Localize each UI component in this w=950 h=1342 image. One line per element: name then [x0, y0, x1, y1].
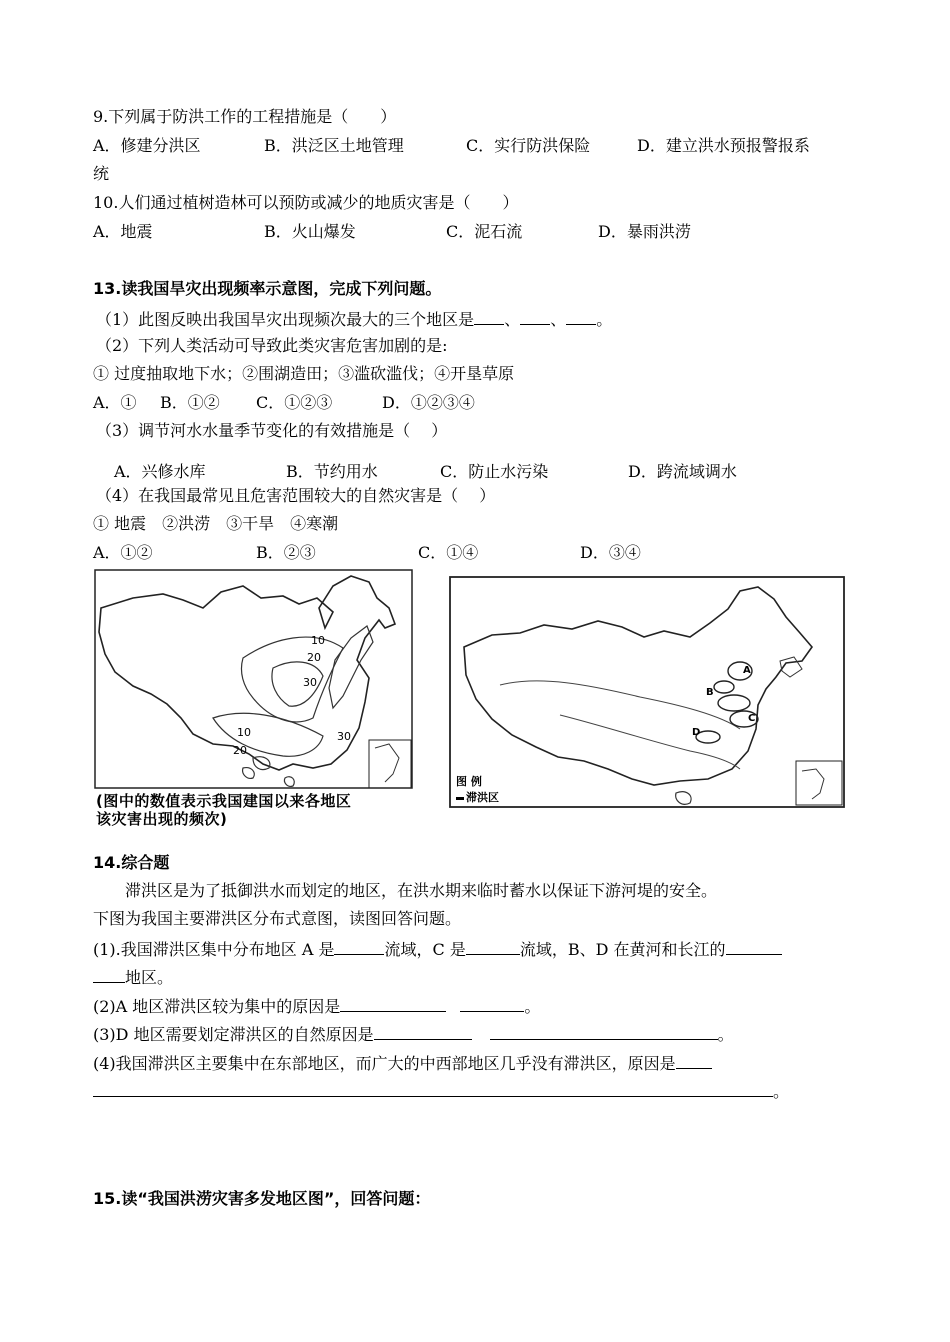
detention-legend-item: 滞洪区 [456, 789, 499, 805]
contour-label: 20 [233, 744, 247, 757]
q13-p4-option-d: D．③④ [580, 543, 641, 562]
q10-option-b: B．火山爆发 [264, 222, 356, 241]
q10-stem: 10.人们通过植树造林可以预防或减少的地质灾害是（ ） [93, 193, 519, 212]
q14-sub4-cont: 。 [93, 1080, 789, 1102]
q13-p4-option-c: C．①④ [418, 543, 479, 562]
flood-detention-map [440, 565, 850, 820]
q13-part4: （4）在我国最常见且危害范围较大的自然灾害是（ ） [96, 486, 496, 505]
q9-option-c: C．实行防洪保险 [466, 136, 591, 155]
q13-part2: （2）下列人类活动可导致此类灾害危害加剧的是: [96, 336, 448, 355]
q13-part1: （1）此图反映出我国旱灾出现频次最大的三个地区是 、 、 。 [96, 310, 613, 329]
q13-p3-option-c: C．防止水污染 [440, 462, 549, 481]
q14-sub2: (2)A 地区滞洪区较为集中的原因是 。 [93, 997, 541, 1016]
drought-map-drawing [93, 568, 423, 830]
contour-label: 20 [307, 651, 321, 664]
q13-p2-option-a: A．① [93, 393, 137, 412]
q13-p4-option-a: A．①② [93, 543, 153, 562]
contour-label: 30 [303, 676, 317, 689]
detention-marker-a: A [743, 665, 751, 676]
q15-title: 15.读“我国洪涝灾害多发地区图”，回答问题： [93, 1189, 431, 1208]
q9-option-d-wrap: 统 [93, 164, 110, 183]
detention-legend-title: 图 例 [456, 775, 482, 788]
drought-map-caption-1: (图中的数值表示我国建国以来各地区 [96, 792, 352, 810]
contour-label: 10 [237, 726, 251, 739]
q14-sub1-cont: 地区。 [93, 966, 173, 988]
q10-option-c: C．泥石流 [446, 222, 523, 241]
q10-option-d: D．暴雨洪涝 [598, 222, 691, 241]
q13-part2-items: ① 过度抽取地下水；②围湖造田；③滥砍滥伐；④开垦草原 [93, 364, 515, 383]
detention-marker-b: B [706, 687, 714, 698]
q13-part4-items: ① 地震 ②洪涝 ③干旱 ④寒潮 [93, 514, 339, 533]
q9-stem: 9.下列属于防洪工作的工程措施是（ ） [93, 107, 397, 126]
q13-p2-option-b: B．①② [160, 393, 220, 412]
drought-frequency-map [93, 568, 423, 830]
q10-option-a: A．地震 [93, 222, 153, 241]
q13-title: 13.读我国旱灾出现频率示意图，完成下列问题。 [93, 279, 442, 298]
q13-p2-option-d: D．①②③④ [382, 393, 475, 412]
drought-map-caption-2: 该灾害出现的频次) [96, 810, 228, 828]
q9-option-a: A．修建分洪区 [93, 136, 201, 155]
detention-legend-swatch [456, 797, 464, 800]
q13-p4-option-b: B．②③ [256, 543, 316, 562]
contour-label: 30 [337, 730, 351, 743]
q14-title: 14.综合题 [93, 853, 170, 872]
q13-part3: （3）调节河水水量季节变化的有效措施是（ ） [96, 421, 448, 440]
detention-map-drawing [440, 565, 850, 820]
q14-sub3: (3)D 地区需要划定滞洪区的自然原因是 。 [93, 1025, 734, 1044]
q9-option-b: B．洪泛区土地管理 [264, 136, 404, 155]
q13-p3-option-d: D．跨流域调水 [628, 462, 737, 481]
contour-label: 10 [311, 634, 325, 647]
q13-p3-option-b: B．节约用水 [286, 462, 378, 481]
q14-sub4: (4)我国滞洪区主要集中在东部地区，而广大的中西部地区几乎没有滞洪区，原因是 [93, 1052, 712, 1074]
q13-p2-option-c: C．①②③ [256, 393, 333, 412]
q13-p3-option-a: A．兴修水库 [114, 462, 206, 481]
q14-intro-1: 滞洪区是为了抵御洪水而划定的地区，在洪水期来临时蓄水以保证下游河堤的安全。 [93, 881, 718, 900]
detention-marker-c: C [748, 713, 756, 724]
q14-intro-2: 下图为我国主要滞洪区分布式意图，读图回答问题。 [93, 909, 462, 928]
q14-sub1: (1).我国滞洪区集中分布地区 A 是 流域，C 是 流域，B、D 在黄河和长江的 [93, 938, 782, 960]
detention-marker-d: D [692, 727, 701, 738]
q9-option-d: D．建立洪水预报警报系 [637, 136, 810, 155]
